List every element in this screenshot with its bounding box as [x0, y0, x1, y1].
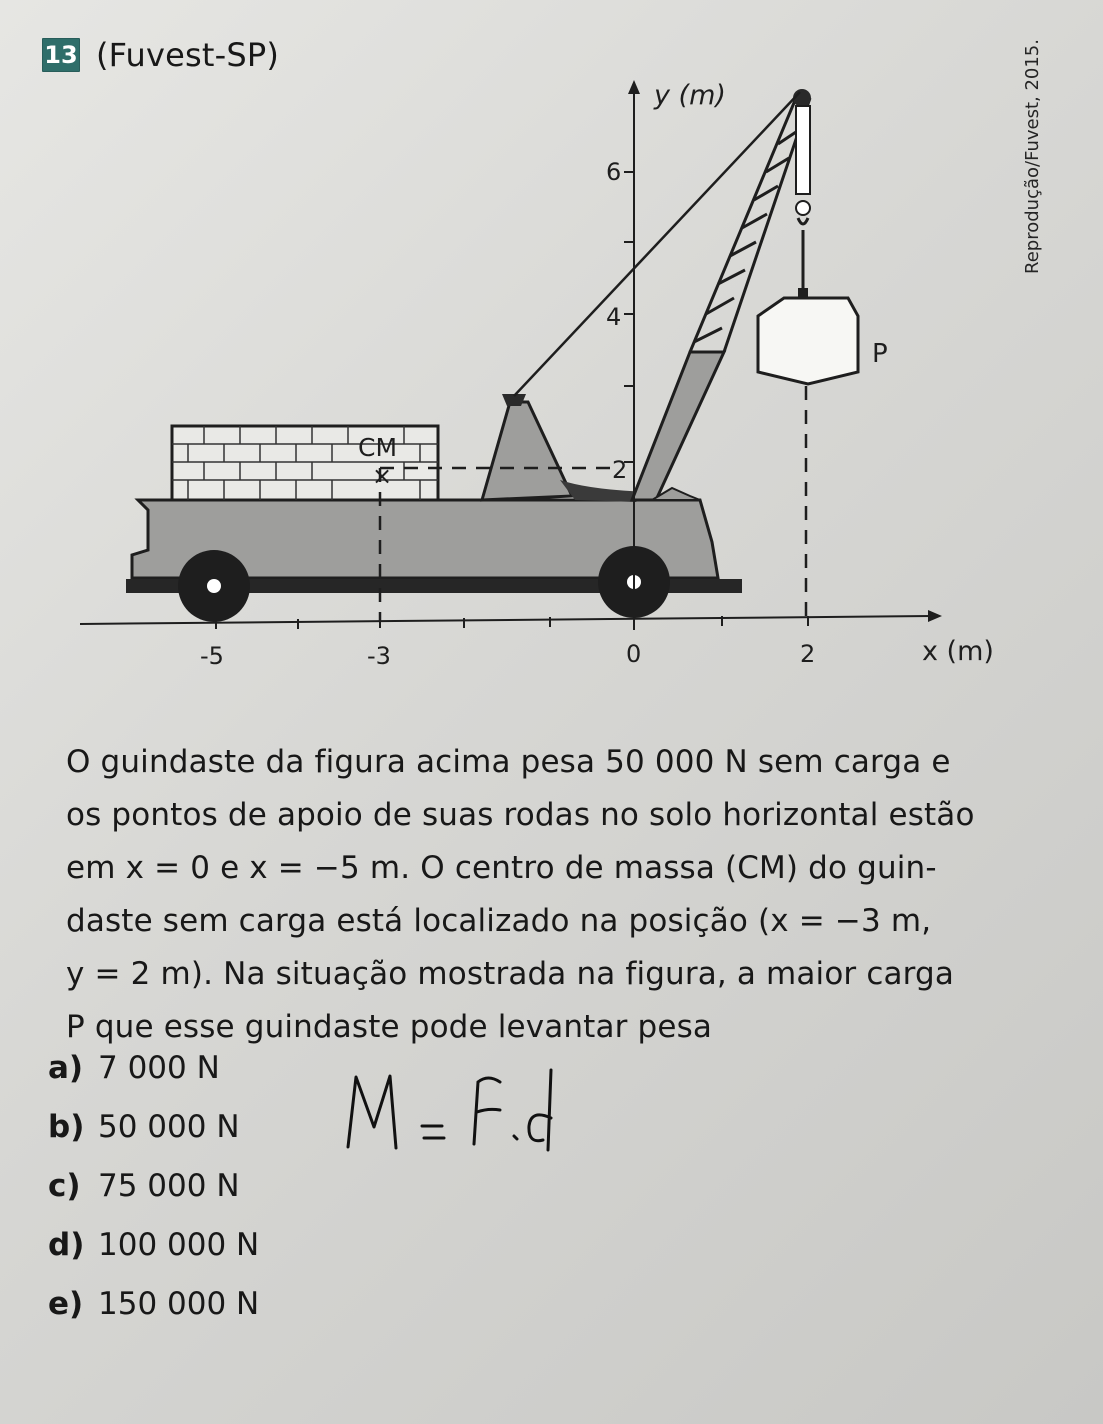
y-tick-4: 4: [606, 303, 622, 331]
crane-tower: [482, 402, 572, 500]
option-d[interactable]: [48, 1215, 448, 1274]
y-axis-label: y (m): [654, 80, 726, 111]
handwriting-strokes: [348, 1070, 551, 1150]
question-header: [42, 36, 279, 74]
load-label: P: [872, 339, 888, 369]
rear-wheel: [178, 550, 250, 622]
y-tick-2: 2: [612, 456, 628, 484]
option-text: 50 000 N: [98, 1108, 240, 1145]
brick-load: [172, 426, 438, 500]
crane-diagram: [0, 70, 1103, 690]
option-text: 100 000 N: [98, 1226, 260, 1263]
question-line: daste sem carga está localizado na posição (x = −3 m,: [66, 903, 932, 939]
cm-label: CM: [358, 433, 398, 462]
x-tick-minus3: -3: [367, 642, 391, 670]
x-tick-0: 0: [626, 640, 642, 668]
option-letter: d): [48, 1226, 85, 1263]
question-line: y = 2 m). Na situação mostrada na figura, a maior carga: [66, 956, 954, 992]
question-line: O guindaste da figura acima pesa 50 000 N sem carga e: [66, 744, 951, 780]
x-axis-label: x (m): [922, 636, 994, 667]
option-letter: c): [48, 1167, 81, 1204]
load-box: [758, 298, 858, 384]
image-credit-text: Reprodução/Fuvest, 2015.: [1021, 38, 1043, 274]
question-line: P que esse guindaste pode levantar pesa: [66, 1009, 713, 1045]
handwritten-note: [338, 1052, 588, 1162]
option-text: 7 000 N: [98, 1049, 220, 1086]
crane-hook: [796, 106, 810, 298]
option-c[interactable]: [48, 1156, 448, 1215]
crane-boom-base: [632, 352, 724, 500]
option-letter: b): [48, 1108, 85, 1145]
x-tick-minus5: -5: [200, 642, 224, 670]
y-tick-6: 6: [606, 158, 622, 186]
question-source: (Fuvest-SP): [96, 36, 280, 74]
option-letter: e): [48, 1285, 84, 1322]
question-line: em x = 0 e x = −5 m. O centro de massa (CM) do guin-: [66, 850, 937, 886]
handwriting-text: M = F . d: [338, 1052, 343, 1053]
x-tick-2: 2: [800, 640, 816, 668]
question-text: [66, 736, 1066, 1054]
question-number: 13: [42, 38, 80, 72]
option-e[interactable]: [48, 1274, 448, 1333]
option-text: 75 000 N: [98, 1167, 240, 1204]
cm-marker: ×: [372, 462, 393, 490]
question-line: os pontos de apoio de suas rodas no solo horizontal estão: [66, 797, 975, 833]
option-text: 150 000 N: [98, 1285, 260, 1322]
option-letter: a): [48, 1049, 84, 1086]
